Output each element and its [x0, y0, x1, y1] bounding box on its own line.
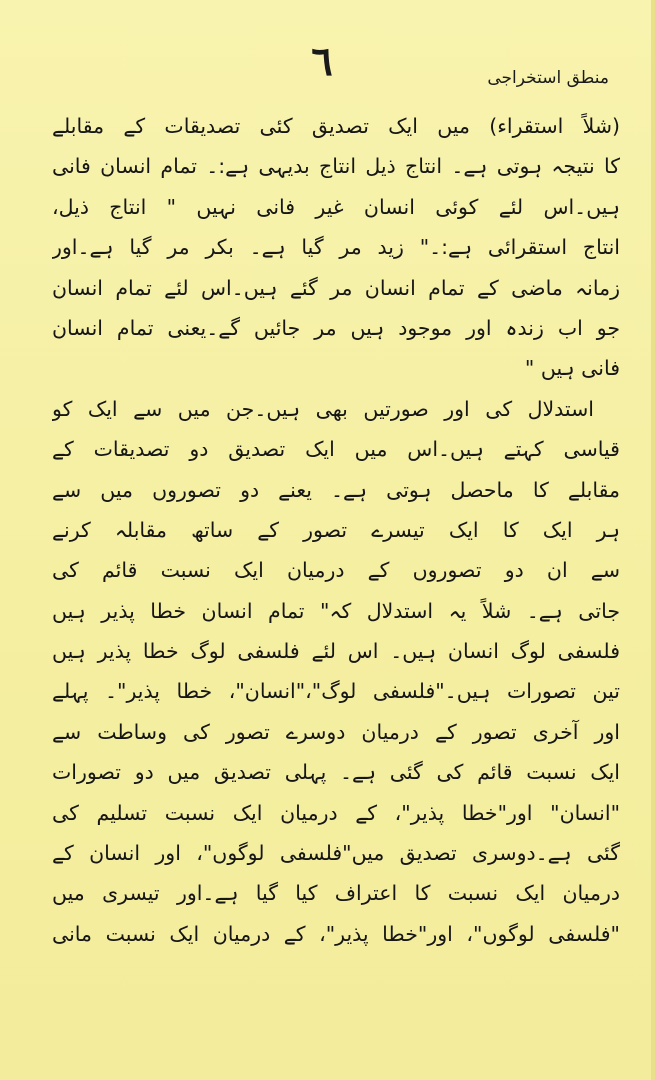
page-header [0, 0, 655, 110]
text-line: ہیں۔اس لئے کوئی انسان غیر فانی نہیں " انتاج ذیل، [52, 194, 620, 219]
text-line: گئی ہے۔دوسری تصدیق میں"فلسفی لوگوں"، اور انسان کے [52, 841, 620, 866]
text-line: درمیان ایک نسبت کا اعتراف کیا گیا ہے۔اور تیسری میں [52, 881, 620, 906]
text-line: مقابلے کا ماحصل ہوتی ہے۔ یعنے دو تصوروں میں سے [52, 477, 620, 502]
text-line: کا نتیجہ ہوتی ہے۔ انتاج ذیل انتاج بدیہی ہے:۔ تمام انسان فانی [52, 154, 620, 179]
page-edge [651, 0, 655, 1080]
text-line: ہر ایک کا ایک تیسرے تصور کے ساتھ مقابلہ کرنے [52, 517, 620, 542]
text-line: قیاسی کہتے ہیں۔اس میں ایک تصدیق دو تصدیقات کے [52, 437, 620, 462]
page-number: ٦ [311, 38, 333, 85]
text-line: انتاج استقرائی ہے:۔" زید مر گیا ہے۔ بکر مر گیا ہے۔اور [52, 235, 620, 260]
text-line: جاتی ہے۔ شلاً یہ استدلال کہ" تمام انسان خطا پذیر ہیں [52, 598, 620, 623]
text-line: زمانہ ماضی کے تمام انسان مر گئے ہیں۔اس لئے تمام انسان [52, 275, 620, 300]
text-line: "انسان" اور"خطا پذیر"، کے درمیان ایک نسبت تسلیم کی [52, 800, 620, 825]
text-line: سے ان دو تصوروں کے درمیان ایک نسبت قائم کی [52, 558, 620, 583]
text-line: فلسفی لوگ انسان ہیں۔ اس لئے فلسفی لوگ خطا پذیر ہیں [52, 639, 620, 664]
body-text [52, 106, 620, 1036]
text-line: (شلاً استقراء) میں ایک تصدیق کئی تصدیقات کے مقابلے [52, 114, 620, 138]
text-line: ایک نسبت قائم کی گئی ہے۔ پہلی تصدیق میں دو تصورات [52, 760, 620, 785]
text-line: اور آخری تصور کے درمیان دوسرے تصور کی وساطت سے [52, 719, 620, 744]
text-line: فانی ہیں " [524, 356, 620, 381]
text-line: تین تصورات ہیں۔"فلسفی لوگ"،"انسان"، خطا پذیر"۔ پہلے [52, 679, 620, 704]
running-title: منطق استخراجی [487, 68, 609, 88]
text-line: "فلسفی لوگوں"، اور"خطا پذیر"، کے درمیان ایک نسبت مانی [52, 921, 620, 946]
text-line: جو اب زندہ اور موجود ہیں مر جائیں گے۔یعنی تمام انسان [52, 315, 620, 340]
paragraph-start-line: استدلال کی اور صورتیں بھی ہیں۔جن میں سے ایک کو [52, 396, 594, 421]
